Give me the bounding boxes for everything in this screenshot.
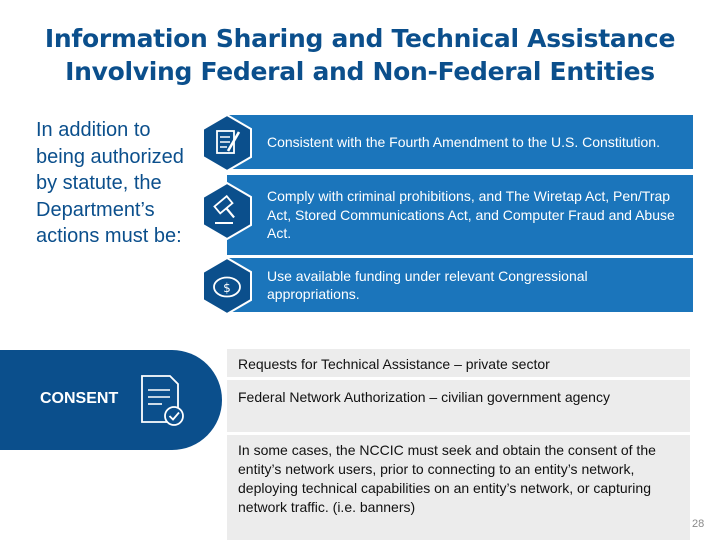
requirement-text: Consistent with the Fourth Amendment to the U.S. Constitution.	[267, 133, 660, 150]
requirement-row	[227, 258, 693, 312]
requirement-text: Comply with criminal prohibitions, and The Wiretap Act, Pen/Trap Act, Stored Communications Act, and Computer Fraud and Abuse Act.	[267, 188, 675, 242]
gavel-icon	[198, 182, 256, 240]
svg-text:$: $	[223, 281, 231, 295]
slide-title	[0, 22, 720, 88]
intro-text: In addition to being authorized by statute, the Department’s actions must be:	[36, 119, 184, 248]
requirement-text: Use available funding under relevant Congressional appropriations.	[267, 267, 588, 302]
requirement-row	[227, 115, 693, 169]
consent-label: CONSENT	[40, 390, 119, 407]
consent-item: Requests for Technical Assistance – private sector	[227, 349, 690, 377]
document-pen-icon	[198, 114, 256, 172]
consent-item: Federal Network Authorization – civilian government agency	[227, 380, 690, 432]
page-number: 28	[692, 518, 705, 530]
requirement-row	[227, 175, 693, 255]
piggy-bank-icon	[198, 257, 256, 315]
title-line-2: Involving Federal and Non-Federal Entities	[65, 57, 655, 86]
document-check-icon	[136, 370, 188, 430]
consent-item: In some cases, the NCCIC must seek and obtain the consent of the entity’s network users, prior to connecting to an entity’s network, deploying technical capabilities on an entity’s network, or capturing network traffic. (i.e. banners)	[227, 435, 690, 540]
title-line-1: Information Sharing and Technical Assistance	[44, 24, 676, 53]
